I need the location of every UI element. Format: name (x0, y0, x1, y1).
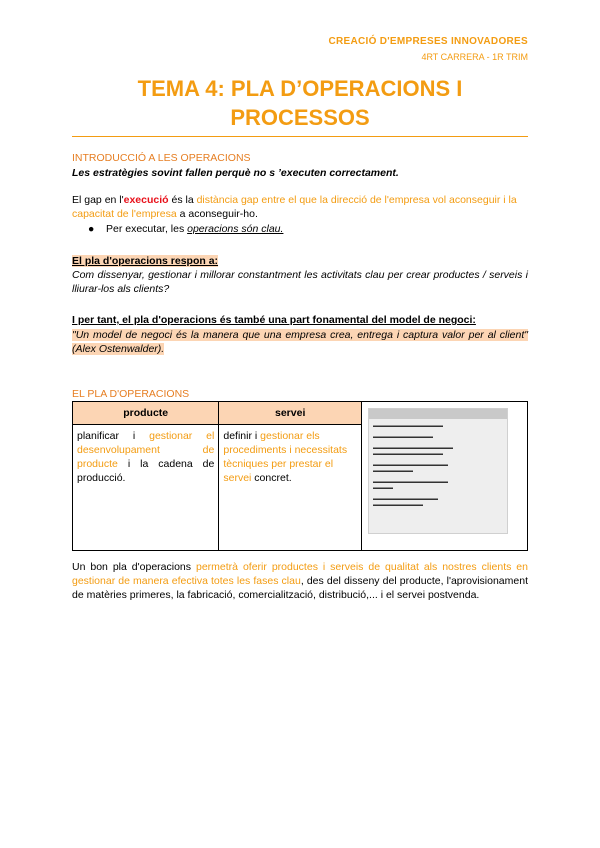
intro-subtitle: Les estratègies sovint fallen perquè no s ’executen correctament. (72, 167, 399, 179)
gap-text-2: és la (168, 194, 197, 206)
section-heading-pla: EL PLA D'OPERACIONS (72, 388, 190, 400)
section-heading-intro: INTRODUCCIÓ A LES OPERACIONS (72, 152, 251, 164)
servei-highlight: gestionar els procediments i necessitats tècniques per prestar el servei (223, 430, 348, 484)
servei-cell (219, 425, 362, 551)
bullet-icon: ● (88, 223, 95, 235)
col-header-servei: servei (219, 402, 362, 425)
operations-table (72, 401, 528, 551)
page-title: TEMA 4: PLA D’OPERACIONS I PROCESSOS (137, 76, 463, 130)
col-header-producte: producte (73, 402, 219, 425)
producte-cell (73, 425, 219, 551)
producte-highlight: gestionar el desenvolupament de producte (77, 430, 215, 470)
closing-highlight: permetrà oferir productes i serveis de qualitat als nostres clients en gestionar de manera efectiva totes les fases clau (72, 561, 528, 587)
gap-keyword: execució (123, 194, 169, 206)
embedded-thumbnail-image: ▬▬▬▬▬▬▬▬▬▬▬▬▬▬ ▬▬▬▬▬▬▬▬▬▬▬▬ ▬▬▬▬▬▬▬▬▬▬▬▬▬▬▬▬ ▬▬▬▬▬▬▬▬▬▬▬▬▬▬ ▬▬▬▬▬▬▬▬▬▬▬▬▬▬▬ ▬▬▬▬▬▬▬▬ ▬▬▬▬▬▬▬▬▬▬▬▬▬▬▬ ▬▬▬▬ ▬▬▬▬▬▬▬▬▬▬▬▬▬ ▬▬▬▬▬▬▬▬▬▬ (368, 408, 508, 534)
bullet-text: Per executar, les (106, 223, 188, 235)
producte-text-2: i la cadena de producció. (77, 458, 215, 484)
respon-heading-text: El pla d'operacions respon a: (72, 255, 219, 267)
course-title: CREACIÓ D'EMPRESES INNOVADORES (328, 36, 528, 47)
closing-text-2: , des del disseny del producte, l'aprovisionament de matèries primeres, la fabricació, comercialització, distribució,... i el servei postvenda. (72, 575, 528, 601)
gap-paragraph (72, 193, 528, 221)
gap-highlight: distància gap entre el que la direcció de l'empresa vol aconseguir i la capacitat de l'empresa (72, 194, 517, 220)
quote-text: "Un model de negoci és la manera que una empresa crea, entrega i captura valor per al client" (Alex Ostenwalder). (72, 329, 528, 355)
pertant-heading: I per tant, el pla d'operacions és també una part fonamental del model de negoci: (72, 314, 476, 326)
closing-paragraph (72, 560, 528, 602)
respon-heading (72, 254, 528, 268)
producte-text-1: planificar i (77, 430, 150, 442)
servei-text-2: concret. (251, 472, 292, 484)
thumbnail-cell (362, 402, 528, 551)
gap-text-3: a aconseguir-ho. (176, 208, 258, 220)
servei-text-1: definir i (223, 430, 261, 442)
course-meta: 4RT CARRERA - 1R TRIM (421, 52, 528, 62)
bullet-emphasis: operacions són clau. (187, 223, 284, 235)
bullet-item (88, 222, 528, 236)
closing-text-1: Un bon pla d'operacions (72, 561, 196, 573)
title-divider (72, 136, 528, 137)
quote-block (72, 328, 528, 356)
respon-question: Com dissenyar, gestionar i millorar constantment les activitats clau per crear productes / serveis i lliurar-los als clients? (72, 269, 528, 295)
gap-text-1: El gap en l' (72, 194, 124, 206)
